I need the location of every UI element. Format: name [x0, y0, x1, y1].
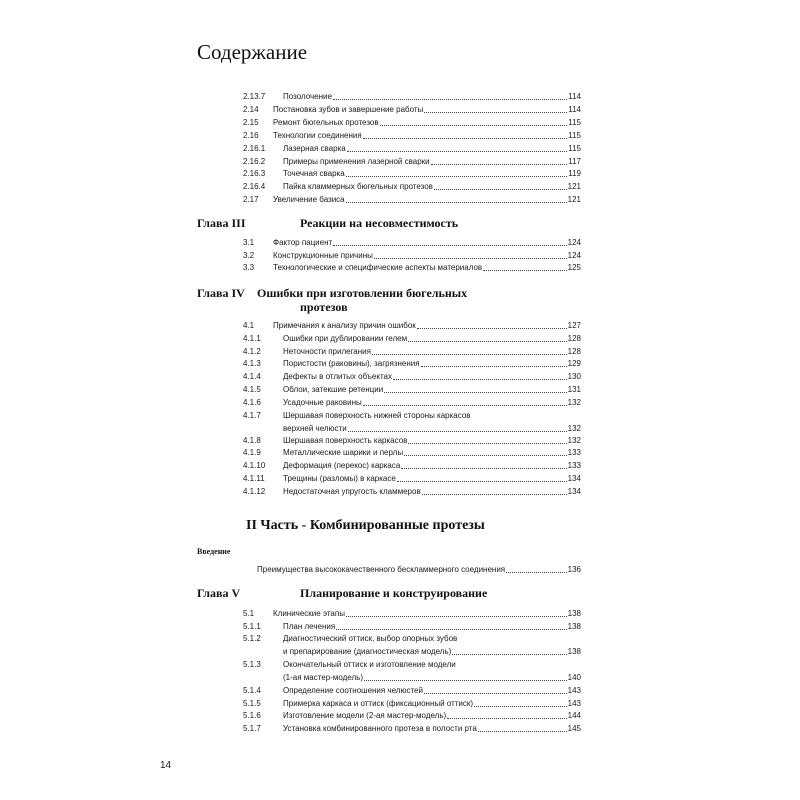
- toc-entry-page: 138: [567, 622, 581, 631]
- toc-entry-number: 4.1.8: [243, 436, 261, 445]
- dot-leader: [363, 129, 568, 139]
- toc-entry-number: 2.16.4: [243, 182, 266, 192]
- toc-entry-page: 132: [567, 423, 581, 433]
- toc-entry-number: 2.16.2: [243, 156, 266, 166]
- toc-entry: [243, 563, 581, 576]
- dot-leader: [380, 116, 568, 126]
- toc-entry-page: 138: [567, 609, 581, 618]
- toc-entry-page: 115: [568, 130, 581, 140]
- chapter-title: Реакции на несовместимость: [300, 216, 459, 230]
- toc-entry-title: Дефекты в отлитых объектах: [283, 372, 392, 381]
- toc-entry: [243, 446, 581, 459]
- toc-entry-page: 115: [568, 117, 581, 127]
- toc-entry: [243, 357, 581, 370]
- toc-entry: [243, 319, 581, 332]
- toc-entry-number: 5.1.6: [243, 711, 261, 720]
- toc-entry-page: 133: [567, 448, 581, 457]
- toc-entry-number: 4.1.9: [243, 448, 261, 457]
- dot-leader: [346, 193, 567, 203]
- toc-entry-title: Увеличение базиса: [273, 195, 345, 205]
- toc-entry-number: 4.1.12: [243, 487, 266, 496]
- toc-entry-page: 138: [567, 646, 581, 656]
- dot-leader: [408, 332, 567, 342]
- toc-entry-number: 4.1.1: [243, 334, 261, 343]
- toc-entry-page: 140: [567, 672, 581, 682]
- toc-entry-title: Лазерная сварка: [283, 143, 346, 153]
- toc-entry: [243, 193, 581, 206]
- toc-entry: [243, 671, 581, 684]
- dot-leader: [364, 671, 567, 681]
- toc-entry: [243, 332, 581, 345]
- dot-leader: [404, 446, 567, 456]
- chapter-title: Планирование и конструирование: [300, 586, 488, 600]
- toc-entry-page: 124: [567, 250, 581, 260]
- toc-entry: [243, 383, 581, 396]
- toc-entry-page: 143: [567, 699, 581, 708]
- chapter-title-continued: протезов: [300, 300, 348, 314]
- dot-leader: [397, 472, 567, 482]
- toc-entry-title: Пайка кламмерных бюгельных протезов: [283, 182, 433, 192]
- toc-entry: [243, 632, 581, 645]
- toc-entry-title: Ремонт бюгельных протезов: [273, 117, 379, 127]
- toc-entry-title: Неточности прилегания: [283, 347, 371, 356]
- toc-entry-page: 144: [567, 711, 581, 720]
- toc-entry-page: 121: [567, 182, 581, 192]
- dot-leader: [401, 459, 566, 469]
- toc-entry-title: Окончательный оттиск и изготовление модели: [283, 660, 456, 669]
- dot-leader: [374, 249, 567, 259]
- toc-entry-number: 3.3: [243, 263, 255, 272]
- toc-entry-title: Технологические и специфические аспекты материалов: [273, 263, 483, 272]
- toc-entry: [243, 422, 581, 435]
- dot-leader: [384, 383, 566, 393]
- toc-entry: [243, 709, 581, 722]
- toc-entry-page: 127: [567, 321, 581, 330]
- dot-leader: [506, 563, 567, 573]
- toc-entry-number: 3.2: [243, 250, 255, 260]
- toc-entry-title: Определение соотношения челюстей: [283, 686, 423, 695]
- dot-leader: [483, 261, 566, 271]
- toc-entry: [243, 472, 581, 485]
- intro-label: Введение: [197, 547, 231, 556]
- toc-entry-number: 5.1.4: [243, 686, 261, 695]
- toc-entry-title: Примечания к анализу причин ошибок: [273, 321, 416, 330]
- toc-entry: [243, 249, 581, 262]
- toc-entry-title: Установка комбинированного протеза в полости рта: [283, 724, 477, 733]
- toc-entry-number: 4.1.10: [243, 461, 266, 470]
- toc-entry-number: 5.1: [243, 609, 255, 618]
- toc-entry: [243, 261, 581, 274]
- dot-leader: [431, 155, 568, 165]
- toc-entry-number: 5.1.1: [243, 622, 261, 631]
- toc-entry-number: 4.1.2: [243, 347, 261, 356]
- dot-leader: [424, 684, 567, 694]
- dot-leader: [422, 485, 567, 495]
- dot-leader: [363, 396, 567, 406]
- toc-entry-number: 4.1.5: [243, 385, 261, 394]
- toc-entry-page: 133: [567, 461, 581, 470]
- toc-entry-page: 115: [568, 143, 581, 153]
- toc-entry: [243, 658, 581, 671]
- toc-entry-page: 130: [567, 372, 581, 381]
- toc-entry-title: Постановка зубов и завершение работы: [273, 104, 424, 114]
- dot-leader: [372, 345, 567, 355]
- dot-leader: [421, 357, 567, 367]
- toc-entry-title: Изготовление модели (2-ая мастер-модель): [283, 711, 447, 720]
- toc-entry-title: Недостаточная упругость кламмеров: [283, 487, 421, 496]
- toc-entry: [243, 180, 581, 193]
- toc-entry: [243, 684, 581, 697]
- toc-entry-page: 132: [567, 398, 581, 407]
- toc-entry-number: 2.16.3: [243, 169, 266, 179]
- toc-entry-title: Примерка каркаса и оттиск (фиксационный оттиск): [283, 699, 474, 708]
- toc-entry: [243, 167, 581, 180]
- toc-entry-page: 124: [567, 238, 581, 247]
- toc-entry-title: Шершавая поверхность каркасов: [283, 436, 408, 445]
- toc-entry-page: 132: [567, 436, 581, 445]
- toc-entry-number: 4.1.11: [243, 474, 265, 483]
- toc-entry: [243, 103, 581, 116]
- toc-entry-title: Металлические шарики и перлы: [283, 448, 404, 457]
- toc-entry: [243, 142, 581, 155]
- toc-entry-title: Технологии соединения: [273, 130, 362, 140]
- toc-entry-number: 2.16: [243, 130, 259, 140]
- toc-entry-number: 5.1.5: [243, 699, 261, 708]
- toc-entry-number: 4.1.3: [243, 359, 261, 368]
- toc-entry-number: 5.1.7: [243, 724, 261, 733]
- toc-entry-page: 134: [567, 487, 581, 496]
- chapter-label: Глава III: [197, 216, 246, 230]
- toc-entry-page: 125: [567, 263, 581, 272]
- chapter-heading: [197, 286, 468, 314]
- toc-entry-title: верхней челюсти: [283, 423, 347, 433]
- toc-entry-title: Преимущества высококачественного бескламмерного соединения: [257, 565, 506, 574]
- toc-entry-title: (1-ая мастер-модель): [283, 672, 363, 682]
- toc-entry: [243, 370, 581, 383]
- toc-entry-page: 134: [567, 474, 581, 483]
- chapter-label: Глава IV: [197, 286, 245, 300]
- toc-entry-number: 5.1.3: [243, 660, 261, 669]
- toc-entry-page: 136: [567, 565, 581, 574]
- dot-leader: [333, 90, 567, 100]
- toc-entry-title: План лечения: [283, 622, 336, 631]
- toc-entry-page: 117: [568, 156, 581, 166]
- toc-entry-title: Конструкционные причины: [273, 250, 373, 260]
- toc-entry-number: 2.17: [243, 195, 259, 205]
- toc-entry-number: 3.1: [243, 238, 255, 247]
- toc-entry-page: 121: [567, 195, 581, 205]
- dot-leader: [434, 180, 567, 190]
- page-title: Содержание: [197, 40, 308, 64]
- dot-leader: [447, 709, 566, 719]
- toc-entry: [243, 607, 581, 620]
- dot-leader: [424, 103, 567, 113]
- toc-entry-page: 128: [567, 347, 581, 356]
- toc-entry-page: 131: [567, 385, 581, 394]
- toc-entry-title: и препарирование (диагностическая модель): [283, 646, 452, 656]
- toc-entry: [243, 155, 581, 168]
- toc-entry-number: 5.1.2: [243, 634, 261, 643]
- toc-entry-page: 129: [567, 359, 581, 368]
- chapter-label: Глава V: [197, 586, 241, 600]
- dot-leader: [348, 422, 567, 432]
- toc-entry: [243, 90, 581, 103]
- toc-entry-page: 114: [568, 92, 581, 101]
- dot-leader: [346, 607, 567, 617]
- toc-entry: [243, 396, 581, 409]
- dot-leader: [347, 142, 568, 152]
- dot-leader: [393, 370, 567, 380]
- toc-entry-page: 143: [567, 686, 581, 695]
- toc-entry-number: 2.16.1: [243, 143, 266, 153]
- toc-entry-page: 145: [567, 724, 581, 733]
- chapter-heading: [197, 586, 488, 601]
- dot-leader: [408, 434, 566, 444]
- toc-entry-title: Клинические этапы: [273, 609, 345, 618]
- dot-leader: [333, 236, 566, 246]
- toc-entry-title: Диагностический оттиск, выбор опорных зубов: [283, 634, 458, 643]
- dot-leader: [417, 319, 567, 329]
- toc-entry-title: Фактор пациент: [273, 238, 333, 247]
- toc-entry-title: Примеры применения лазерной сварки: [283, 156, 430, 166]
- dot-leader: [346, 167, 568, 177]
- part-title: II Часть - Комбинированные протезы: [246, 518, 485, 533]
- toc-entry-title: Ошибки при дублировании гелем: [283, 334, 408, 343]
- toc-entry-title: Пористости (раковины), загрязнения: [283, 359, 420, 368]
- toc-entry-number: 4.1.7: [243, 411, 261, 420]
- toc-entry-number: 4.1.6: [243, 398, 261, 407]
- toc-entry-title: Позолочение: [283, 92, 332, 101]
- toc-entry: [243, 236, 581, 249]
- toc-entry: [243, 722, 581, 735]
- dot-leader: [478, 722, 567, 732]
- toc-entry-page: 114: [568, 104, 581, 114]
- toc-entry: [243, 459, 581, 472]
- toc-entry: [243, 645, 581, 658]
- toc-entry-title: Точечная сварка: [283, 169, 345, 179]
- toc-entry-title: Шершавая поверхность нижней стороны каркасов: [283, 411, 471, 420]
- toc-entry-number: 4.1: [243, 321, 255, 330]
- toc-entry-title: Усадочные раковины: [283, 398, 362, 407]
- page-number: 14: [160, 760, 172, 771]
- toc-entry-number: 2.13.7: [243, 92, 266, 101]
- chapter-heading: [197, 216, 459, 231]
- toc-entry-number: 2.15: [243, 117, 259, 127]
- dot-leader: [474, 697, 567, 707]
- dot-leader: [452, 645, 566, 655]
- toc-entry-title: Облои, затекшие ретенции: [283, 385, 384, 394]
- toc-entry: [243, 409, 581, 422]
- toc-entry-title: Деформация (перекос) каркаса: [283, 461, 401, 470]
- toc-entry-title: Трещины (разломы) в каркасе: [283, 474, 396, 483]
- toc-entry: [243, 129, 581, 142]
- dot-leader: [336, 620, 566, 630]
- chapter-title: Ошибки при изготовлении бюгельных: [257, 286, 468, 300]
- toc-entry: [243, 485, 581, 498]
- toc-entry-number: 2.14: [243, 104, 259, 114]
- toc-entry: [243, 116, 581, 129]
- toc-entry-page: 128: [567, 334, 581, 343]
- toc-entry-number: 4.1.4: [243, 372, 261, 381]
- toc-entry-page: 119: [568, 169, 581, 179]
